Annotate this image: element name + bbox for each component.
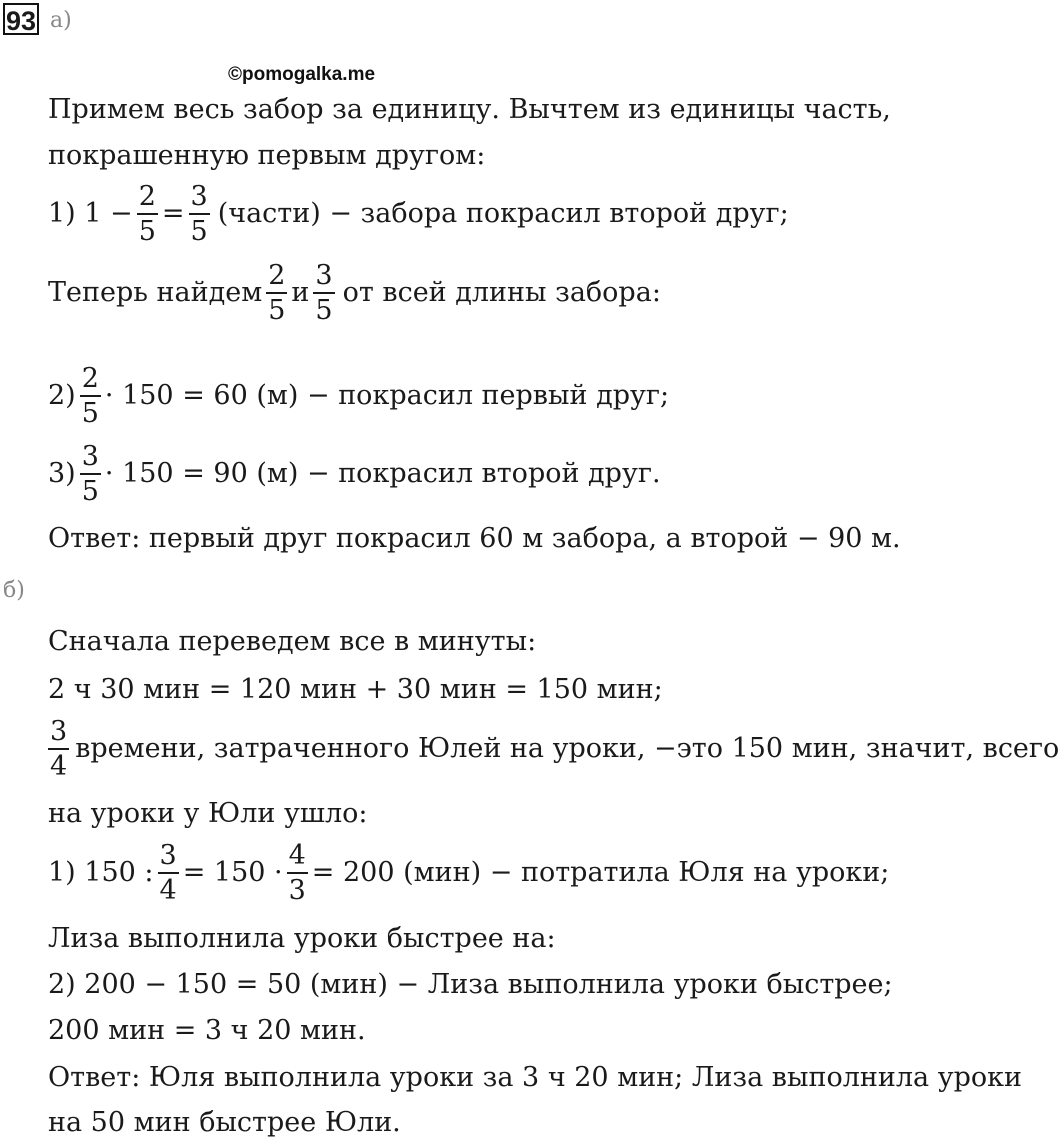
part-a-step-1 (48, 183, 789, 245)
fraction: $\frac{3}{5}$ (190, 181, 208, 247)
part-b-line-7: 2) 200 − 150 = 50 (мин) − Лиза выполнила уроки быстрее; (48, 969, 893, 1000)
fraction: $\frac{3}{5}$ (315, 260, 333, 326)
step3-suffix: · 150 = 90 (м) − покрасил второй друг. (104, 458, 661, 489)
part-b-label: б) (3, 578, 25, 603)
part-b-fraction-line (44, 718, 1059, 780)
step1-suffix: (части) − забора покрасил второй друг; (217, 198, 789, 229)
part-a-label: а) (50, 8, 72, 33)
part-a-step-3 (48, 443, 661, 505)
and-word: и (291, 277, 310, 308)
fraction: $\frac{2}{5}$ (268, 260, 286, 326)
problem-number-box (3, 3, 39, 35)
fraction: $\frac{3}{5}$ (81, 441, 99, 507)
part-b-line-1: Сначала переведем все в минуты: (48, 626, 537, 657)
part-a-answer: Ответ: первый друг покрасил 60 м забора, а второй − 90 м. (48, 523, 901, 554)
step2-prefix: 2) (48, 380, 76, 411)
b-step1-suffix: = 200 (мин) − потратила Юля на уроки; (311, 857, 890, 888)
fraction-line-suffix: времени, затраченного Юлей на уроки, −это 150 мин, значит, всего (75, 733, 1059, 764)
watermark: ©pomogalka.me (228, 64, 376, 85)
now-find-suffix: от всей длины забора: (342, 277, 661, 308)
fraction: $\frac{3}{4}$ (159, 840, 177, 906)
part-b-line-4: на уроки у Юли ушло: (48, 798, 368, 829)
step2-suffix: · 150 = 60 (м) − покрасил первый друг; (104, 380, 670, 411)
part-a-intro-1: Примем весь забор за единицу. Вычтем из единицы часть, (48, 94, 891, 125)
part-a-step-2 (48, 365, 669, 427)
b-step1-prefix: 1) 150 : (48, 857, 154, 888)
part-b-answer-2: на 50 мин быстрее Юли. (48, 1107, 401, 1138)
step1-prefix: 1) 1 − (48, 198, 133, 229)
problem-number: 93 (5, 6, 37, 36)
part-b-line-6: Лиза выполнила уроки быстрее на: (48, 923, 556, 954)
fraction: $\frac{2}{5}$ (138, 181, 156, 247)
part-b-line-8: 200 мин = 3 ч 20 мин. (48, 1015, 366, 1046)
b-step1-mid: = 150 · (182, 857, 283, 888)
fraction: $\frac{2}{5}$ (81, 363, 99, 429)
part-b-line-2: 2 ч 30 мин = 120 мин + 30 мин = 150 мин; (48, 674, 663, 705)
part-b-step-1 (48, 842, 889, 904)
part-a-intro-2: покрашенную первым другом: (48, 140, 486, 171)
part-b-answer-1: Ответ: Юля выполнила уроки за 3 ч 20 мин; Лиза выполнила уроки (48, 1062, 1023, 1093)
part-a-now-find (48, 262, 661, 324)
equals: = (161, 198, 185, 229)
now-find-prefix: Теперь найдем (48, 277, 263, 308)
fraction: $\frac{3}{4}$ (50, 716, 68, 782)
step3-prefix: 3) (48, 458, 76, 489)
fraction: $\frac{4}{3}$ (288, 840, 306, 906)
